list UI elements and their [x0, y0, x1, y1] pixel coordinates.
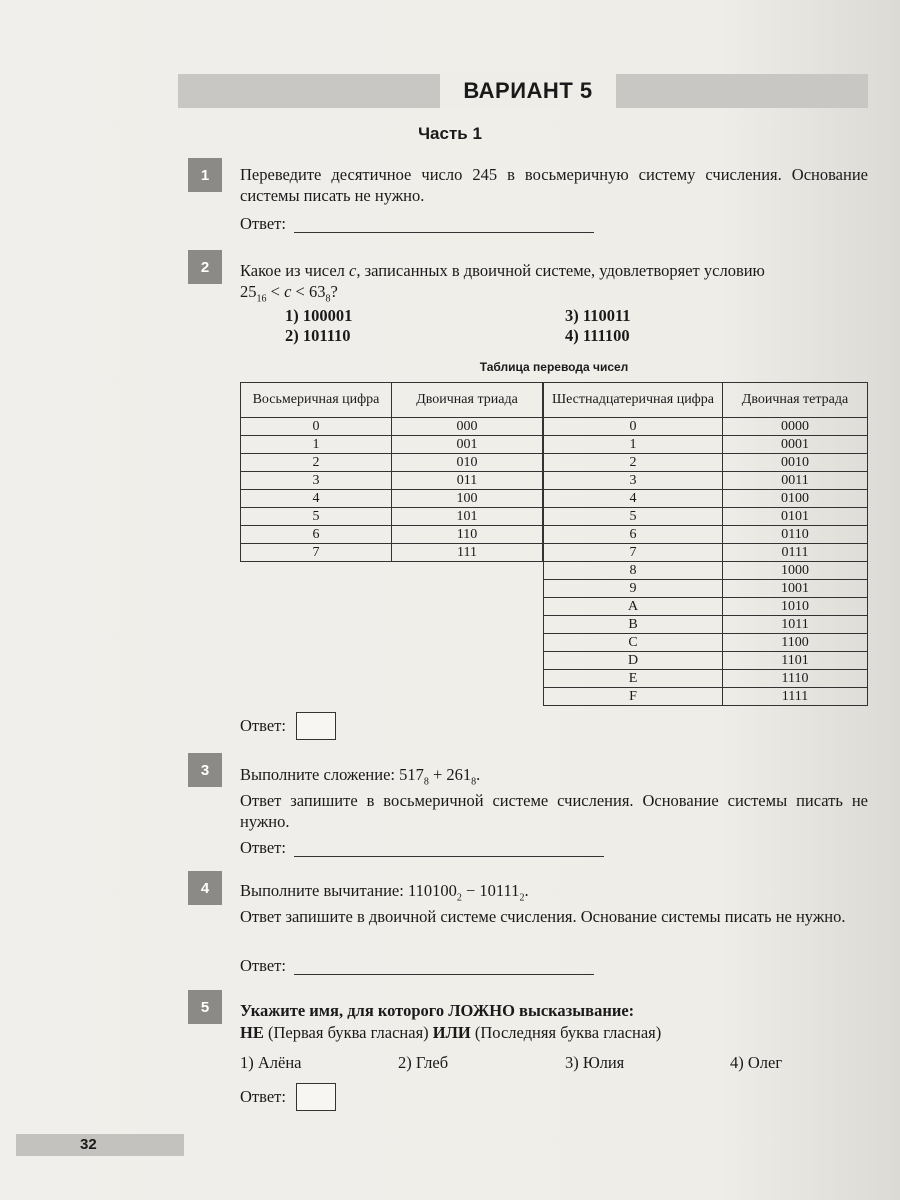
q3-line1-c: . — [476, 765, 481, 784]
table-cell: 4 — [241, 490, 392, 508]
page-title: ВАРИАНТ 5 — [440, 74, 616, 108]
table-row — [241, 490, 543, 508]
table-cell: 7 — [241, 544, 392, 562]
table-cell: 101 — [392, 508, 543, 526]
table-row — [544, 526, 868, 544]
table-cell: 1 — [544, 436, 723, 454]
table-title: Таблица перевода чисел — [479, 360, 629, 374]
answer-line[interactable] — [294, 958, 594, 975]
q2-option-3[interactable]: 3) 110011 — [565, 306, 631, 325]
answer-label: Ответ: — [240, 716, 286, 735]
table-row — [544, 490, 868, 508]
q2-text-a: Какое из чисел — [240, 261, 349, 280]
table-cell: 0000 — [723, 418, 868, 436]
table-cell: 3 — [544, 472, 723, 490]
table-cell: 0 — [241, 418, 392, 436]
q3-line1-b: + 261 — [428, 765, 472, 784]
table-cell: 5 — [241, 508, 392, 526]
q2-var: c — [349, 261, 357, 280]
q4-sub1: 2 — [456, 892, 462, 904]
answer-label: Ответ: — [240, 1087, 286, 1106]
table-row — [544, 544, 868, 562]
q2-cond-b-sub: 8 — [325, 293, 331, 305]
question-4-line-1 — [240, 880, 868, 908]
answer-line[interactable] — [294, 840, 604, 857]
table-cell: 0010 — [723, 454, 868, 472]
q5-option-1[interactable]: 1) Алёна — [240, 1053, 302, 1072]
question-number-3: 3 — [188, 753, 222, 787]
q5-p1: (Первая буква гласная) — [263, 1023, 433, 1042]
q2-option-2[interactable]: 2) 101110 — [285, 326, 351, 345]
question-2-text — [240, 260, 868, 309]
col-header: Двоичная триада — [392, 383, 543, 418]
table-cell: 011 — [392, 472, 543, 490]
question-3-answer — [240, 838, 604, 858]
table-row — [241, 544, 543, 562]
table-cell: 0100 — [723, 490, 868, 508]
table-row — [544, 652, 868, 670]
table-cell: 001 — [392, 436, 543, 454]
q5-option-2[interactable]: 2) Глеб — [398, 1053, 449, 1072]
question-number-5: 5 — [188, 990, 222, 1024]
q4-line1-c: . — [524, 881, 529, 900]
q3-sub1: 8 — [423, 776, 429, 788]
question-4-answer — [240, 956, 594, 976]
q5-p2: (Последняя буква гласная) — [470, 1023, 662, 1042]
table-cell: 2 — [544, 454, 723, 472]
table-cell: 4 — [544, 490, 723, 508]
table-cell: D — [544, 652, 723, 670]
q2-cond-a: 25 — [240, 282, 257, 301]
table-cell: 1000 — [723, 562, 868, 580]
table-cell: 1100 — [723, 634, 868, 652]
table-row — [544, 454, 868, 472]
question-1-answer — [240, 214, 594, 234]
table-cell: 1011 — [723, 616, 868, 634]
table-row — [544, 436, 868, 454]
table-row — [544, 562, 868, 580]
q5-option-4[interactable]: 4) Олег — [730, 1053, 783, 1072]
table-row — [544, 688, 868, 706]
col-header: Восьмеричная цифра — [241, 383, 392, 418]
answer-label: Ответ: — [240, 214, 286, 233]
q4-line1-a: Выполните вычитание: 110100 — [240, 881, 457, 900]
table-cell: 111 — [392, 544, 543, 562]
col-header: Шестнадцатеричная цифра — [544, 383, 723, 418]
q2-cond-lt2: < — [291, 282, 309, 301]
table-cell: C — [544, 634, 723, 652]
question-5-line-1: Укажите имя, для которого ЛОЖНО высказывание: — [240, 1001, 635, 1020]
table-cell: 1010 — [723, 598, 868, 616]
q3-line1-a: Выполните сложение: 517 — [240, 765, 424, 784]
table-row — [544, 598, 868, 616]
q5-ne: НЕ — [240, 1023, 264, 1042]
question-1-text: Переведите десятичное число 245 в восьмеричную систему счисления. Основание системы писать не нужно. — [240, 165, 868, 205]
table-cell: 0 — [544, 418, 723, 436]
question-5-line-2 — [240, 1022, 868, 1043]
table-row — [544, 508, 868, 526]
table-row — [241, 472, 543, 490]
table-cell: 0101 — [723, 508, 868, 526]
hex-table — [543, 382, 868, 706]
question-number-4: 4 — [188, 871, 222, 905]
table-cell: 1110 — [723, 670, 868, 688]
answer-box[interactable] — [296, 1083, 336, 1111]
table-cell: 1 — [241, 436, 392, 454]
page-number: 32 — [80, 1136, 97, 1153]
table-cell: 100 — [392, 490, 543, 508]
table-cell: 6 — [241, 526, 392, 544]
table-row — [544, 634, 868, 652]
q4-sub2: 2 — [519, 892, 525, 904]
table-row — [544, 616, 868, 634]
q2-cond-c: c — [284, 282, 292, 301]
table-cell: 000 — [392, 418, 543, 436]
question-number-1: 1 — [188, 158, 222, 192]
answer-line[interactable] — [294, 216, 594, 233]
table-cell: 2 — [241, 454, 392, 472]
table-row — [544, 472, 868, 490]
table-cell: 0001 — [723, 436, 868, 454]
table-row — [544, 580, 868, 598]
table-cell: 3 — [241, 472, 392, 490]
table-cell: 8 — [544, 562, 723, 580]
question-5-answer — [240, 1083, 336, 1111]
table-cell: A — [544, 598, 723, 616]
table-row — [241, 454, 543, 472]
question-2-answer — [240, 712, 336, 740]
table-cell: 010 — [392, 454, 543, 472]
table-cell: 1101 — [723, 652, 868, 670]
q2-option-4[interactable]: 4) 111100 — [565, 326, 630, 345]
table-row — [544, 670, 868, 688]
question-3-line-1 — [240, 764, 868, 792]
q5-option-3[interactable]: 3) Юлия — [565, 1053, 625, 1072]
table-cell: 5 — [544, 508, 723, 526]
footer-band — [16, 1134, 184, 1156]
table-cell: B — [544, 616, 723, 634]
octal-table — [240, 382, 543, 562]
answer-label: Ответ: — [240, 956, 286, 975]
q2-cond-q: ? — [330, 282, 338, 301]
table-cell: 0011 — [723, 472, 868, 490]
q2-text-b: , записанных в двоичной системе, удовлетворяет условию — [356, 261, 765, 280]
table-cell: 0110 — [723, 526, 868, 544]
table-cell: 0111 — [723, 544, 868, 562]
q2-option-1[interactable]: 1) 100001 — [285, 306, 353, 325]
col-header: Двоичная тетрада — [723, 383, 868, 418]
q3-sub2: 8 — [471, 776, 477, 788]
table-row — [544, 418, 868, 436]
q2-cond-a-sub: 16 — [256, 293, 267, 305]
table-cell: 110 — [392, 526, 543, 544]
question-number-2: 2 — [188, 250, 222, 284]
q2-cond-lt1: < — [266, 282, 285, 301]
question-3-line-2: Ответ запишите в восьмеричной системе счисления. Основание системы писать не нужно. — [240, 791, 868, 831]
q2-cond-b: 63 — [308, 282, 326, 301]
answer-label: Ответ: — [240, 838, 286, 857]
answer-box[interactable] — [296, 712, 336, 740]
table-cell: E — [544, 670, 723, 688]
table-cell: 1111 — [723, 688, 868, 706]
table-row — [241, 508, 543, 526]
q5-ili: ИЛИ — [432, 1023, 471, 1042]
table-cell: F — [544, 688, 723, 706]
table-cell: 6 — [544, 526, 723, 544]
part-heading: Часть 1 — [418, 124, 482, 143]
table-cell: 9 — [544, 580, 723, 598]
table-row — [241, 436, 543, 454]
table-cell: 7 — [544, 544, 723, 562]
table-cell: 1001 — [723, 580, 868, 598]
table-row — [241, 418, 543, 436]
q4-line1-b: − 10111 — [461, 881, 520, 900]
question-4-line-2: Ответ запишите в двоичной системе счисления. Основание системы писать не нужно. — [240, 907, 846, 926]
table-row — [241, 526, 543, 544]
